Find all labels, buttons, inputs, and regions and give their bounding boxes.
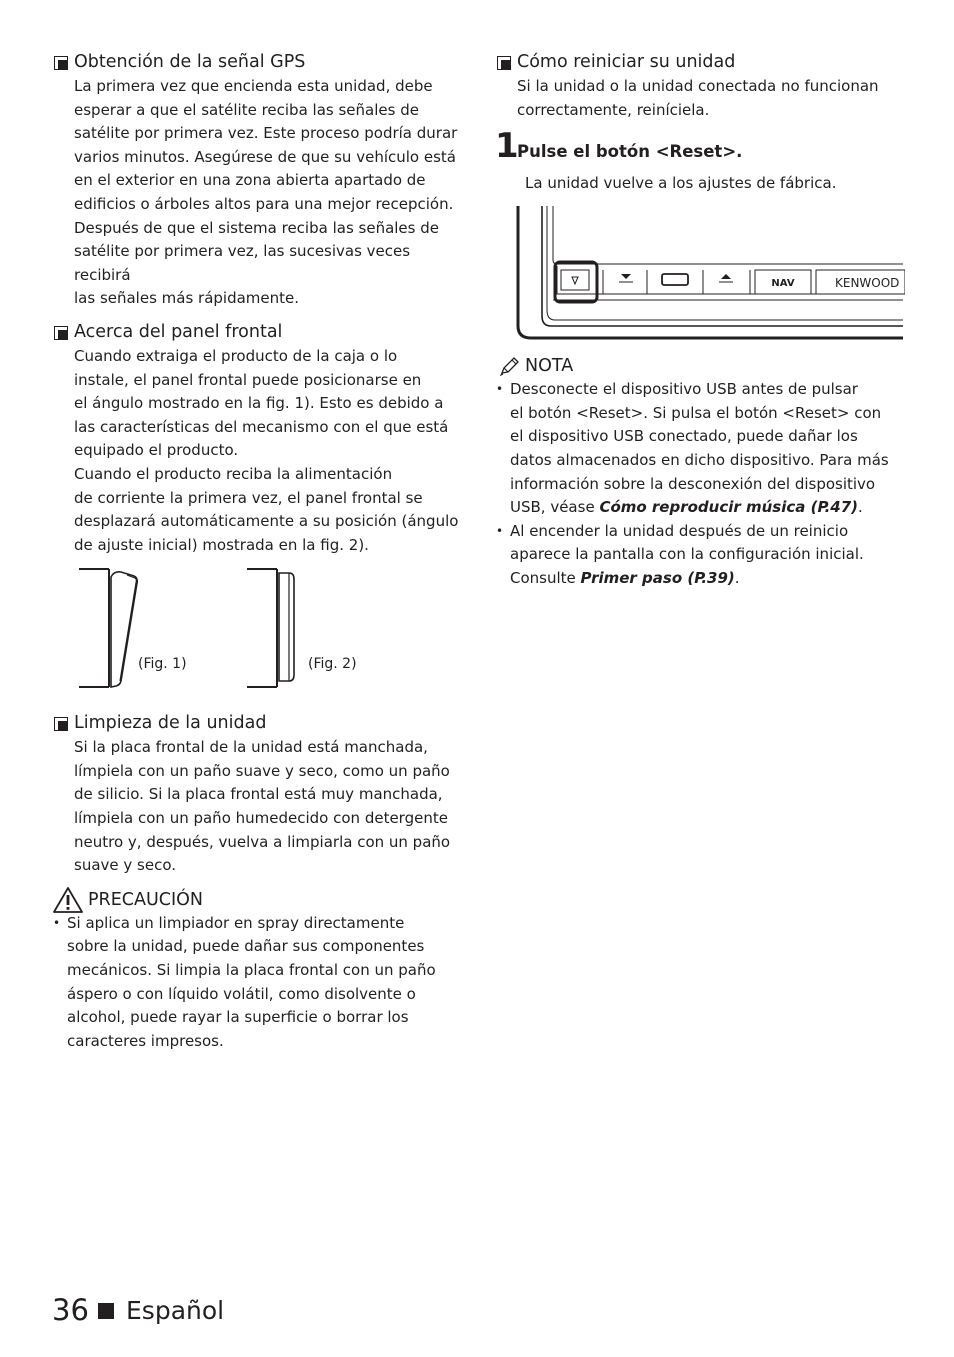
- panel-line: las características del mecanismo con el que está: [74, 417, 449, 436]
- panel-line: el ángulo mostrado en la fig. 1). Esto es debido a: [74, 394, 444, 413]
- fig2-caption: (Fig. 2): [308, 656, 357, 673]
- gps-line: las señales más rápidamente.: [74, 289, 300, 308]
- reference-link[interactable]: Primer paso (P.39): [580, 568, 735, 587]
- step-instruction: Pulse el botón <Reset>.: [517, 142, 743, 162]
- nav-button-label: NAV: [771, 278, 795, 290]
- list-item: [495, 378, 905, 520]
- gps-line: en el exterior en una zona abierta apartado de: [74, 171, 426, 190]
- panel-body: [52, 345, 462, 557]
- panel-line: instale, el panel frontal puede posicionarse en: [74, 370, 422, 389]
- gps-line: La primera vez que encienda esta unidad, debe: [74, 77, 433, 95]
- nota-text: .: [734, 568, 740, 587]
- nota-line: el dispositivo USB conectado, puede dañar los: [510, 427, 858, 446]
- step-1: [495, 126, 905, 167]
- cleaning-line: límpiela con un paño humedecido con detergente: [74, 809, 448, 828]
- nota-text: Consulte: [510, 568, 581, 587]
- page-number: 36: [52, 1293, 89, 1327]
- gps-line: esperar a que el satélite reciba las señales de: [74, 100, 419, 119]
- panel-line: Cuando extraiga el producto de la caja o lo: [74, 346, 398, 365]
- panel-figures: [52, 567, 462, 703]
- head-unit-front-panel-svg: [495, 204, 905, 342]
- cleaning-title: Limpieza de la unidad: [74, 713, 267, 734]
- nota-line: [510, 496, 905, 520]
- nota-list: [495, 378, 905, 590]
- panel-line: de corriente la primera vez, el panel frontal se: [74, 488, 423, 507]
- precaution-line: alcohol, puede rayar la superficie o borrar los: [67, 1008, 409, 1027]
- precaution-line: sobre la unidad, puede dañar sus componentes: [67, 937, 425, 956]
- cleaning-line: Si la placa frontal de la unidad está manchada,: [74, 738, 428, 757]
- eject-up-icon: [721, 274, 731, 279]
- reset-section-heading: [495, 50, 905, 74]
- nota-line: datos almacenados en dicho dispositivo. Para más: [510, 450, 889, 469]
- nota-line: • Desconecte el dispositivo USB antes de pulsar: [510, 380, 858, 399]
- reset-line: Si la unidad o la unidad conectada no funcionan: [517, 77, 879, 95]
- precaution-heading: [52, 888, 462, 912]
- precaution-line: caracteres impresos.: [67, 1031, 224, 1050]
- list-item: [52, 912, 462, 1054]
- eject-down-icon: [621, 274, 631, 279]
- section-square-icon: [54, 717, 68, 731]
- precaution-title: PRECAUCIÓN: [88, 889, 204, 910]
- gps-line: edificios o árboles altos para una mejor recepción.: [74, 194, 454, 213]
- gps-line: varios minutos. Asegúrese de que su vehículo está: [74, 147, 456, 166]
- step-number: 1: [495, 126, 519, 167]
- panel-section-heading: [52, 320, 462, 344]
- footer-square-icon: [98, 1303, 114, 1319]
- reference-link[interactable]: Cómo reproducir música (P.47): [599, 498, 859, 517]
- nota-line: • Al encender la unidad después de un reinicio: [510, 521, 849, 540]
- list-item: [495, 520, 905, 591]
- section-square-icon: [497, 56, 511, 70]
- reset-title: Cómo reiniciar su unidad: [517, 52, 736, 72]
- precaution-line: • Si aplica un limpiador en spray directamente: [67, 913, 405, 932]
- precaution-line: mecánicos. Si limpia la placa frontal con un paño: [67, 961, 436, 980]
- cleaning-section-heading: [52, 711, 462, 735]
- right-column: [495, 50, 905, 591]
- nota-heading: [495, 354, 905, 378]
- cleaning-line: suave y seco.: [74, 856, 177, 875]
- fig1-tilted-panel-illustration: [77, 567, 147, 691]
- footer-language: Español: [126, 1296, 225, 1325]
- section-square-icon: [54, 326, 68, 340]
- nota-line: [510, 567, 905, 591]
- section-square-icon: [54, 56, 68, 70]
- fig1-caption: (Fig. 1): [138, 656, 187, 673]
- gps-section-heading: [52, 50, 462, 74]
- gps-line: satélite por primera vez. Este proceso podría durar: [74, 124, 458, 143]
- panel-line: de ajuste inicial) mostrada en la fig. 2).: [74, 535, 369, 554]
- nota-line: el botón <Reset>. Si pulsa el botón <Reset> con: [510, 403, 882, 422]
- step-result: La unidad vuelve a los ajustes de fábrica.: [525, 174, 837, 193]
- fig2-upright-panel-illustration: [245, 567, 305, 691]
- panel-line: equipado el producto.: [74, 441, 239, 460]
- brand-label: KENWOOD: [835, 276, 900, 291]
- cleaning-body: [52, 736, 462, 878]
- cleaning-line: de silicio. Si la placa frontal está muy manchada,: [74, 785, 443, 804]
- precaution-list: [52, 912, 462, 1054]
- gps-title: Obtención de la señal GPS: [74, 52, 306, 72]
- cleaning-line: límpiela con un paño suave y seco, como un paño: [74, 761, 450, 780]
- warning-triangle-icon: [52, 886, 84, 914]
- nota-text: .: [858, 498, 863, 517]
- gps-line: Después de que el sistema reciba las señales de: [74, 218, 439, 237]
- panel-line: Cuando el producto reciba la alimentación: [74, 464, 393, 483]
- device-illustration: [495, 204, 905, 342]
- gps-line: satélite por primera vez, las sucesivas veces recibirá: [74, 242, 411, 284]
- panel-line: desplazará automáticamente a su posición (ángulo: [74, 512, 459, 531]
- reset-line: correctamente, reiníciela.: [517, 100, 710, 119]
- nota-line: información sobre la desconexión del dispositivo: [510, 474, 876, 493]
- reset-body: [495, 75, 905, 122]
- precaution-line: áspero o con líquido volátil, como disolvente o: [67, 984, 416, 1003]
- nota-title: NOTA: [525, 356, 574, 377]
- pencil-note-icon: [499, 356, 521, 376]
- cleaning-line: neutro y, después, vuelva a limpiarla con un paño: [74, 832, 451, 851]
- left-column: [52, 50, 462, 1053]
- nota-line: aparece la pantalla con la configuración inicial.: [510, 545, 864, 564]
- nota-text: USB, véase: [510, 498, 600, 517]
- gps-body: [52, 75, 462, 311]
- panel-title: Acerca del panel frontal: [74, 321, 283, 342]
